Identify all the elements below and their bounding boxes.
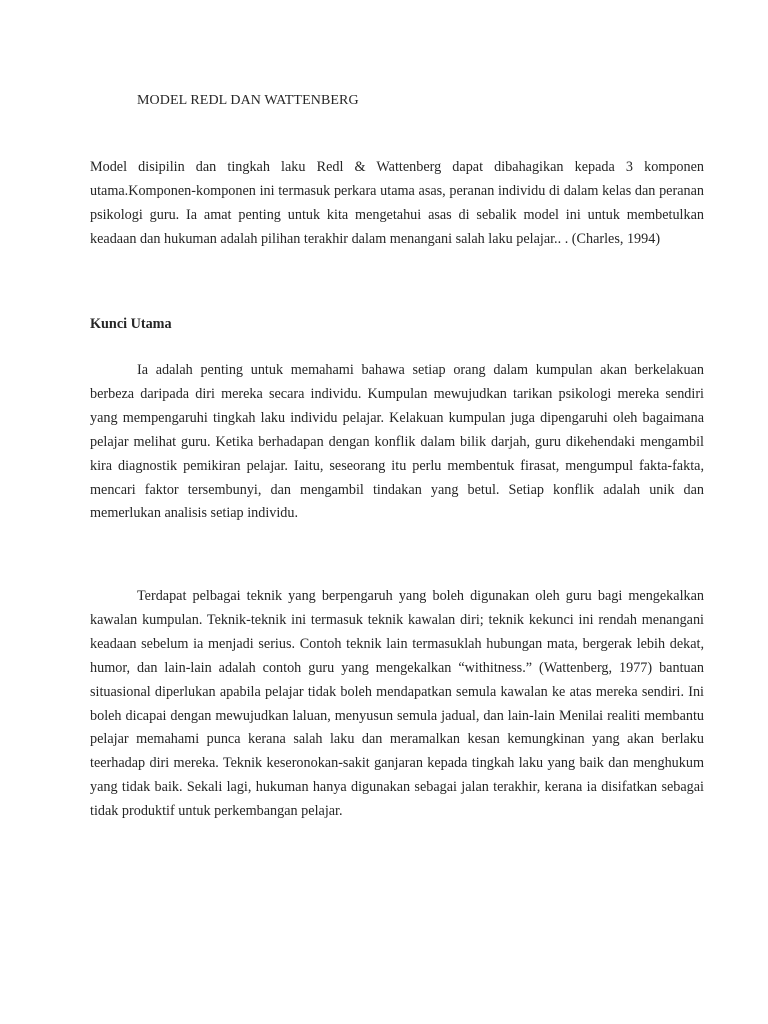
intro-paragraph: Model disipilin dan tingkah laku Redl & Wattenberg dapat dibahagikan kepada 3 komponen utama.Komponen-komponen ini termasuk perkara utama asas, peranan individu di dalam kelas dan peranan psikologi guru. Ia amat penting untuk kita mengetahui asas di sebalik model ini untuk membetulkan keadaan dan hukuman adalah pilihan terakhir dalam menangani salah laku pelajar.. . (Charles, 1994) [90, 159, 704, 247]
body-paragraph-1: Ia adalah penting untuk memahami bahawa setiap orang dalam kumpulan akan berkelakuan berbeza daripada diri mereka secara individu. Kumpulan mewujudkan tarikan psikologi mereka sendiri yang mempengaruhi tingkah laku individu pelajar. Kelakuan kumpulan juga dipengaruhi oleh bagaimana pelajar melihat guru. Ketika berhadapan dengan konflik dalam bilik darjah, guru dikehendaki mengambil kira diagnostik pemikiran pelajar. Iaitu, seseorang itu perlu membentuk firasat, mengumpul fakta-fakta, mencari faktor tersembunyi, dan mengambil tindakan yang betul. Setiap konflik adalah unik dan memerlukan analisis setiap individu. [90, 362, 704, 522]
section-heading: Kunci Utama [90, 316, 172, 332]
document-title: MODEL REDL DAN WATTENBERG [137, 93, 359, 108]
body-paragraph-2: Terdapat pelbagai teknik yang berpengaruh yang boleh digunakan oleh guru bagi mengekalkan kawalan kumpulan. Teknik-teknik ini termasuk teknik kawalan diri; teknik kekunci ini rendah menangani keadaan sebelum ia menjadi serius. Contoh teknik lain termasuklah hubungan mata, bergerak lebih dekat, humor, dan lain-lain adalah contoh guru yang mengekalkan “withitness.” (Wattenberg, 1977) bantuan situasional diperlukan apabila pelajar tidak boleh mendapatkan semula kawalan ke atas mereka sendiri. Ini boleh dicapai dengan mewujudkan laluan, menyusun semula jadual, dan lain-lain Menilai realiti membantu pelajar memahami punca kerana salah laku dan meramalkan kesan kemungkinan yang akan berlaku teerhadap diri mereka. Teknik keseronokan-sakit ganjaran kepada tingkah laku yang baik dan menghukum yang tidak baik. Sekali lagi, hukuman hanya digunakan sebagai jalan terakhir, kerana ia disifatkan sebagai tidak produktif untuk perkembangan pelajar. [90, 588, 704, 820]
